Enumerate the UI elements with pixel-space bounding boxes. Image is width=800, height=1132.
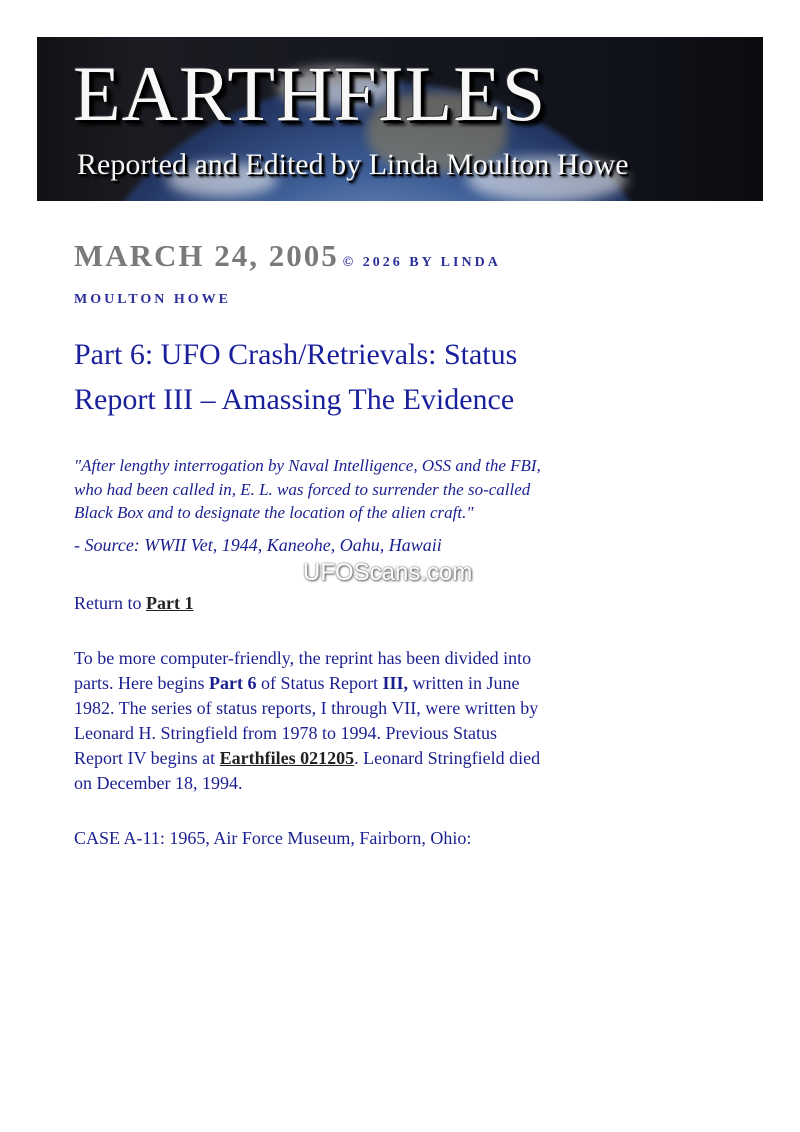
article-byline: © 2026 BY LINDA MOULTON HOWE [74, 255, 501, 307]
intro-bold-part: Part 6 [208, 672, 257, 693]
site-subtitle: Reported and Edited by Linda Moulton Howe [77, 148, 629, 181]
dateline [74, 238, 544, 318]
article [74, 238, 544, 851]
case-heading: CASE A-11: 1965, Air Force Museum, Fairborn, Ohio: [74, 827, 472, 848]
part-1-link[interactable]: Part 1 [146, 592, 194, 613]
intro-text-3: written in June 1982. The series of status reports, I through VII, were written by Leonard H. Stringfield from 1978 to 1994. Previous Status Report IV begins at [74, 672, 539, 768]
intro-text-4: . Leonard Stringfield died on December 18, 1994. [74, 747, 541, 793]
return-line [74, 591, 544, 616]
return-prefix: Return to [74, 592, 146, 613]
earthfiles-021205-link[interactable]: Earthfiles 021205 [219, 747, 355, 768]
article-date: MARCH 24, 2005 [74, 238, 339, 273]
intro-text-1: To be more computer-friendly, the reprint has been divided into parts. Here begins [74, 647, 532, 693]
quote-source: - Source: WWII Vet, 1944, Kaneohe, Oahu, Hawaii [74, 534, 442, 555]
intro-text-2: of Status Report [256, 672, 383, 693]
earthfiles-banner [37, 37, 763, 201]
pull-quote: "After lengthy interrogation by Naval Intelligence, OSS and the FBI, who had been called in, E. L. was forced to surrender the so-called Black Box and to designate the location of the alien craft." [74, 456, 541, 522]
intro-paragraph [74, 646, 544, 796]
watermark: UFOScans.com [303, 559, 473, 586]
intro-bold-report: III, [382, 672, 408, 693]
article-headline: Part 6: UFO Crash/Retrievals: Status Report III – Amassing The Evidence [74, 338, 518, 416]
site-title: EARTHFILES [73, 50, 547, 137]
